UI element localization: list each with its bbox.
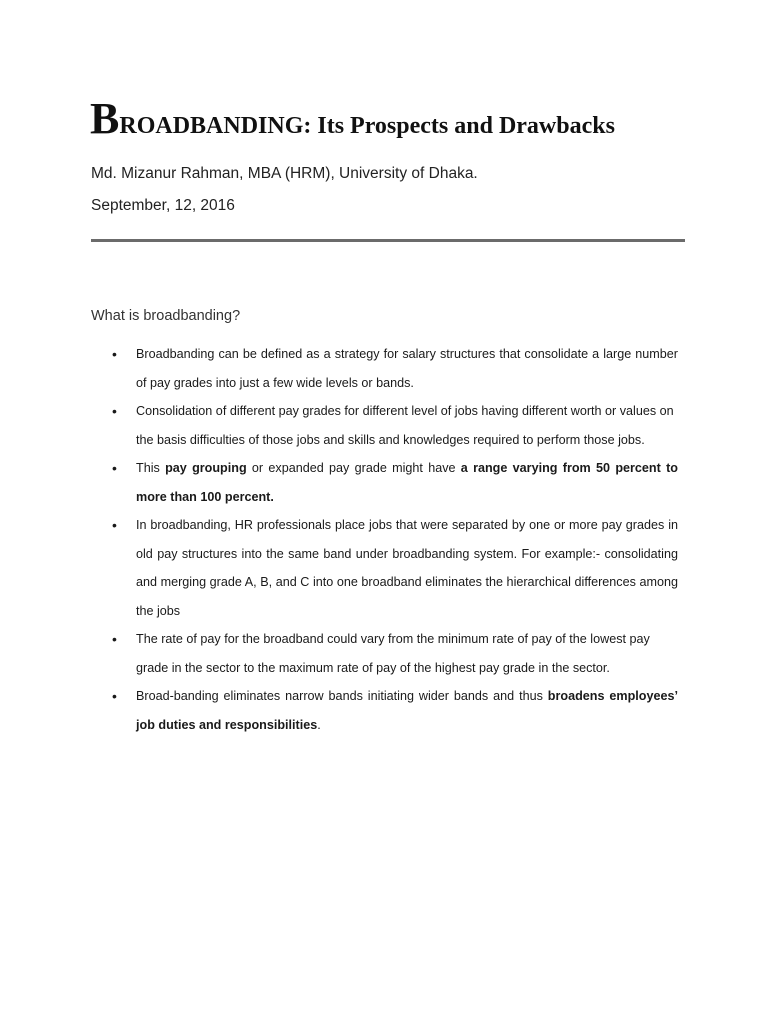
date-line: September, 12, 2016 <box>91 197 235 214</box>
bullet-text <box>136 454 678 511</box>
bullet-text <box>136 340 678 397</box>
bullet-dot: • <box>112 688 117 704</box>
bullet-item <box>112 340 678 397</box>
bullet-text-part: The rate of pay for the broadband could vary from the minimum rate of pay of the lowest pay grade in the sector to the maximum rate of pay of the highest pay grade in the sector. <box>136 632 650 675</box>
bullet-text-bold: a range varying from 50 percent to more than 100 percent <box>136 461 678 504</box>
bullet-text-part: . <box>317 717 321 732</box>
bullet-text-bold: pay grouping <box>165 461 247 475</box>
header-divider <box>91 239 685 242</box>
document-title <box>90 94 615 143</box>
bullet-item <box>112 511 678 625</box>
section-question: What is broadbanding? <box>91 308 241 324</box>
bullet-text-part: or expanded pay grade might have <box>246 461 461 475</box>
bullet-text-part: . <box>270 489 274 504</box>
bullet-text <box>136 397 678 454</box>
title-subtitle: : Its Prospects and Drawbacks <box>303 113 615 139</box>
bullet-item <box>112 397 678 454</box>
title-main-word: ROADBANDING <box>119 113 304 139</box>
bullet-dot: • <box>112 631 117 647</box>
bullet-text-part: Broad-banding eliminates narrow bands initiating wider bands and thus <box>136 689 548 703</box>
bullet-dot: • <box>112 517 117 533</box>
author-line: Md. Mizanur Rahman, MBA (HRM), University of Dhaka. <box>91 165 478 182</box>
bullet-item <box>112 682 678 739</box>
bullet-text-part: This <box>136 461 166 475</box>
bullet-text-part: Consolidation of different pay grades for different level of jobs having different worth or values on the basis difficulties of those jobs and skills and knowledges required to perform those jobs. <box>136 404 674 447</box>
bullet-text <box>136 682 678 739</box>
bullet-text-part: In broadbanding, HR professionals place jobs that were separated by one or more pay grades in old pay structures into the same band under broadbanding system. For example:- consolidating and merging grade A, B, and C into one broadband eliminates the hierarchical differences among the jobs <box>136 518 678 618</box>
bullet-text <box>136 511 678 625</box>
title-drop-cap: B <box>90 94 120 143</box>
bullet-text-part: Broadbanding can be defined as a strategy for salary structures that consolidate a large number of pay grades into just a few wide levels or bands. <box>136 347 678 390</box>
bullet-dot: • <box>112 403 117 419</box>
bullet-dot: • <box>112 346 117 362</box>
bullet-text-bold: broadens employees’ job duties and responsibilities <box>136 689 678 732</box>
bullet-dot: • <box>112 460 117 476</box>
bullet-item <box>112 625 678 682</box>
bullet-text <box>136 625 678 682</box>
bullet-list <box>112 340 678 739</box>
bullet-item <box>112 454 678 511</box>
